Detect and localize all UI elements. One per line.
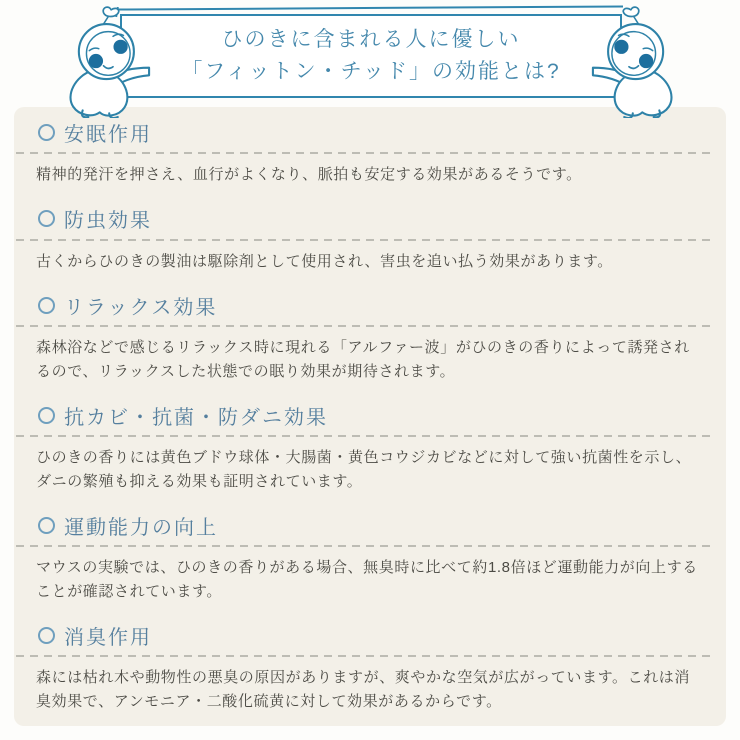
section-deodorant (36, 620, 704, 713)
title-banner (120, 14, 622, 98)
ring-icon (38, 210, 55, 227)
ring-icon (38, 124, 55, 141)
effects-panel (14, 107, 726, 726)
section-heading: 運動能力の向上 (64, 516, 218, 539)
page-title-line1: ひのきに含まれる人に優しい (221, 28, 521, 51)
section-body: ひのきの香りには黄色ブドウ球体・大腸菌・黄色コウジカビなどに対して強い抗菌性を示し、ダニの繁殖も抑える効果も証明されています。 (36, 449, 692, 490)
section-heading-row (36, 620, 704, 650)
page-title-line2: 「フィットン・チッド」の効能とは? (181, 60, 561, 83)
section-heading: 防虫効果 (64, 210, 152, 232)
section-heading-row (36, 117, 704, 147)
ring-icon (38, 627, 55, 644)
dashed-divider (16, 239, 712, 241)
sprout-mascot-icon-right (586, 6, 690, 118)
section-antibacterial (36, 400, 704, 493)
section-relax (36, 290, 704, 383)
ring-icon (38, 297, 55, 314)
section-heading: 消臭作用 (64, 626, 152, 649)
banner-sketch-line (117, 5, 623, 10)
dashed-divider (16, 655, 712, 657)
ring-icon (38, 407, 55, 424)
dashed-divider (16, 152, 712, 154)
sprout-mascot-icon-left (52, 6, 156, 118)
dashed-divider (16, 435, 712, 437)
section-body: マウスの実験では、ひのきの香りがある場合、無臭時に比べて約1.8倍ほど運動能力が向上することが確認されています。 (36, 559, 698, 600)
section-sleep (36, 117, 704, 187)
dashed-divider (16, 545, 712, 547)
section-body: 森には枯れ木や動物性の悪臭の原因がありますが、爽やかな空気が広がっています。これは消臭効果で、アンモニア・二酸化硫黄に対して効果があるからです。 (36, 669, 691, 710)
section-heading-row (36, 204, 704, 234)
section-body: 古くからひのきの製油は駆除剤として使用され、害虫を追い払う効果があります。 (36, 252, 613, 270)
section-heading: 安眠作用 (64, 123, 152, 146)
section-heading-row (36, 400, 704, 430)
section-body: 森林浴などで感じるリラックス時に現れる「アルファー波」がひのきの香りによって誘発されるので、リラックスした状態での眠り効果が期待されます。 (36, 339, 690, 380)
section-insect-repellent (36, 204, 704, 274)
section-heading: 抗カビ・抗菌・防ダニ効果 (64, 406, 328, 429)
section-athletic (36, 510, 704, 603)
ring-icon (38, 517, 55, 534)
dashed-divider (16, 325, 712, 327)
section-heading-row (36, 510, 704, 540)
section-body: 精神的発汗を押さえ、血行がよくなり、脈拍も安定する効果があるそうです。 (36, 166, 582, 183)
section-heading: リラックス効果 (64, 296, 218, 319)
section-heading-row (36, 290, 704, 320)
